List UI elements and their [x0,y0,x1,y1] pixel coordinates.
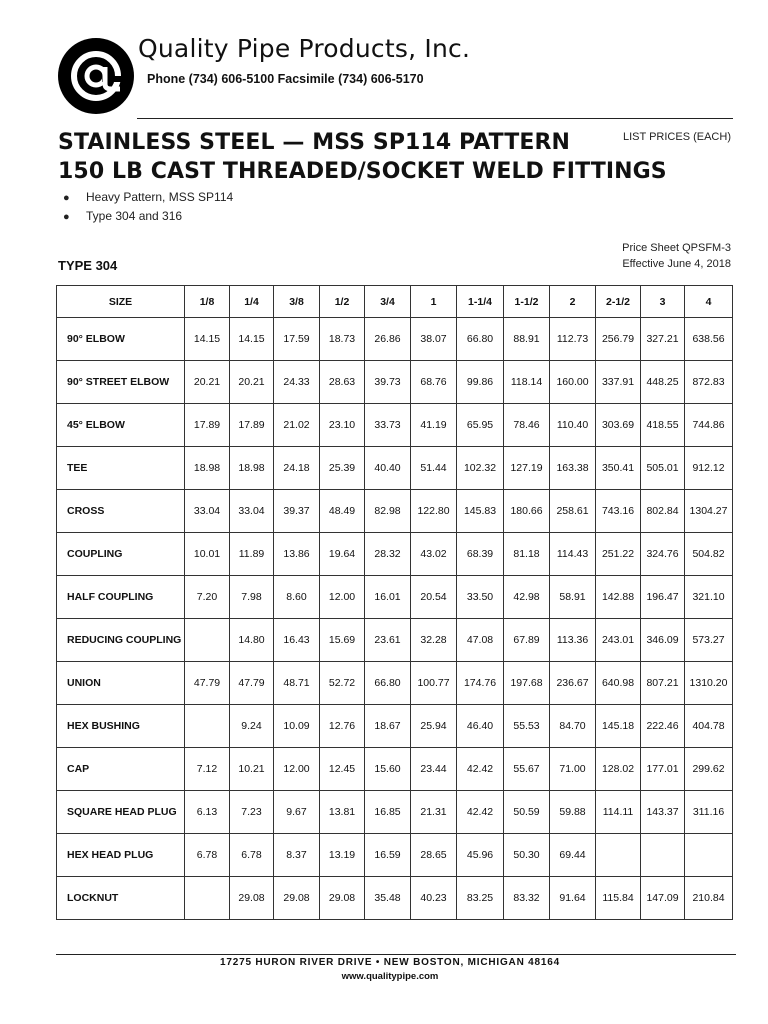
price-cell: 42.42 [457,791,504,834]
table-row [57,834,733,877]
price-cell: 16.59 [365,834,411,877]
price-cell: 19.64 [320,533,365,576]
price-cell: 38.07 [411,318,457,361]
price-cell: 46.40 [457,705,504,748]
price-cell: 14.80 [230,619,274,662]
price-table [56,285,733,920]
price-cell: 71.00 [550,748,596,791]
size-column-header: 2-1/2 [596,286,641,318]
title-line-1: STAINLESS STEEL — MSS SP114 PATTERN [58,130,571,155]
price-cell: 640.98 [596,662,641,705]
price-cell: 58.91 [550,576,596,619]
bullet-icon: ● [63,192,70,204]
price-cell: 10.01 [185,533,230,576]
price-cell: 16.85 [365,791,411,834]
price-cell: 91.64 [550,877,596,920]
item-name: 90° ELBOW [57,318,185,361]
price-cell: 18.67 [365,705,411,748]
price-cell: 12.45 [320,748,365,791]
list-item [63,188,233,207]
sheet-info [622,240,731,272]
size-column-header: 3/8 [274,286,320,318]
price-cell: 13.86 [274,533,320,576]
price-cell: 127.19 [504,447,550,490]
price-cell: 100.77 [411,662,457,705]
price-cell: 346.09 [641,619,685,662]
sheet-number: Price Sheet QPSFM-3 [622,242,731,254]
price-cell: 6.13 [185,791,230,834]
price-cell: 16.43 [274,619,320,662]
table-row [57,576,733,619]
item-name: TEE [57,447,185,490]
price-cell: 337.91 [596,361,641,404]
price-cell: 251.22 [596,533,641,576]
price-cell: 35.48 [365,877,411,920]
price-cell: 222.46 [641,705,685,748]
price-cell: 50.30 [504,834,550,877]
list-item [63,207,233,226]
size-column-header: 1 [411,286,457,318]
price-cell: 28.63 [320,361,365,404]
price-cell: 17.59 [274,318,320,361]
price-cell: 20.21 [230,361,274,404]
price-cell: 66.80 [457,318,504,361]
price-cell: 23.61 [365,619,411,662]
size-column-header: 1/2 [320,286,365,318]
price-cell: 99.86 [457,361,504,404]
price-cell [685,834,733,877]
price-cell: 404.78 [685,705,733,748]
price-cell: 21.02 [274,404,320,447]
price-cell: 912.12 [685,447,733,490]
header-divider [137,118,733,119]
price-cell: 18.73 [320,318,365,361]
price-cell: 48.49 [320,490,365,533]
price-cell: 10.09 [274,705,320,748]
table-row [57,619,733,662]
price-cell: 6.78 [230,834,274,877]
price-cell: 744.86 [685,404,733,447]
price-cell: 311.16 [685,791,733,834]
price-cell: 47.79 [185,662,230,705]
price-cell: 23.44 [411,748,457,791]
price-cell: 50.59 [504,791,550,834]
price-cell: 13.19 [320,834,365,877]
price-cell: 33.04 [185,490,230,533]
price-cell: 33.73 [365,404,411,447]
price-cell: 68.39 [457,533,504,576]
price-cell: 15.60 [365,748,411,791]
price-table-body [57,318,733,920]
price-cell: 8.37 [274,834,320,877]
price-cell: 42.98 [504,576,550,619]
table-row [57,748,733,791]
price-cell: 55.67 [504,748,550,791]
price-cell: 81.18 [504,533,550,576]
price-cell: 13.81 [320,791,365,834]
price-cell: 84.70 [550,705,596,748]
price-cell: 15.69 [320,619,365,662]
price-cell: 24.33 [274,361,320,404]
feature-list [63,188,233,226]
item-name: REDUCING COUPLING [57,619,185,662]
price-cell: 12.00 [274,748,320,791]
price-cell: 7.23 [230,791,274,834]
price-cell: 102.32 [457,447,504,490]
price-cell: 20.21 [185,361,230,404]
price-cell: 21.31 [411,791,457,834]
price-cell: 29.08 [320,877,365,920]
table-row [57,447,733,490]
price-cell: 327.21 [641,318,685,361]
price-cell: 55.53 [504,705,550,748]
table-header-row [57,286,733,318]
price-cell: 88.91 [504,318,550,361]
price-cell [185,877,230,920]
price-cell: 743.16 [596,490,641,533]
footer-website: www.qualitypipe.com [341,971,439,982]
size-column-header: 3 [641,286,685,318]
price-cell: 7.12 [185,748,230,791]
price-cell [185,705,230,748]
price-cell: 321.10 [685,576,733,619]
price-cell: 83.25 [457,877,504,920]
price-cell: 142.88 [596,576,641,619]
item-name: CAP [57,748,185,791]
price-cell: 9.67 [274,791,320,834]
price-cell: 258.61 [550,490,596,533]
price-cell: 69.44 [550,834,596,877]
price-cell: 18.98 [185,447,230,490]
type-label: TYPE 304 [58,258,118,273]
item-name: 45° ELBOW [57,404,185,447]
price-cell: 28.32 [365,533,411,576]
size-column-header: 2 [550,286,596,318]
price-cell: 872.83 [685,361,733,404]
item-name: HALF COUPLING [57,576,185,619]
table-row [57,404,733,447]
list-prices-label: LIST PRICES (EACH) [623,131,731,143]
footer-divider [56,954,736,955]
price-cell: 83.32 [504,877,550,920]
price-cell: 10.21 [230,748,274,791]
price-cell: 25.39 [320,447,365,490]
price-cell: 8.60 [274,576,320,619]
price-cell: 24.18 [274,447,320,490]
price-cell: 114.43 [550,533,596,576]
price-cell: 236.67 [550,662,596,705]
price-cell: 12.00 [320,576,365,619]
price-cell [185,619,230,662]
item-name: SQUARE HEAD PLUG [57,791,185,834]
item-name: HEX BUSHING [57,705,185,748]
price-cell: 20.54 [411,576,457,619]
price-cell: 59.88 [550,791,596,834]
price-cell: 48.71 [274,662,320,705]
price-cell: 16.01 [365,576,411,619]
item-name: 90° STREET ELBOW [57,361,185,404]
size-column-header: 1-1/4 [457,286,504,318]
price-cell: 145.18 [596,705,641,748]
item-name: CROSS [57,490,185,533]
price-cell: 1310.20 [685,662,733,705]
company-phone: Phone (734) 606-5100 Facsimile (734) 606-5170 [147,72,424,86]
table-row [57,318,733,361]
price-cell: 210.84 [685,877,733,920]
size-column-header: 1/4 [230,286,274,318]
price-cell: 7.98 [230,576,274,619]
table-row [57,791,733,834]
price-cell: 243.01 [596,619,641,662]
title-line-2: 150 LB CAST THREADED/SOCKET WELD FITTINGS [58,159,667,184]
price-cell: 42.42 [457,748,504,791]
price-cell: 143.37 [641,791,685,834]
price-cell: 418.55 [641,404,685,447]
price-cell: 17.89 [230,404,274,447]
footer-address: 17275 HURON RIVER DRIVE • NEW BOSTON, MICHIGAN 48164 [220,957,560,968]
price-cell: 47.08 [457,619,504,662]
price-cell: 43.02 [411,533,457,576]
item-name: UNION [57,662,185,705]
table-row [57,490,733,533]
size-column-header: 3/4 [365,286,411,318]
price-cell: 303.69 [596,404,641,447]
price-cell: 122.80 [411,490,457,533]
price-cell: 6.78 [185,834,230,877]
price-cell: 17.89 [185,404,230,447]
price-cell: 145.83 [457,490,504,533]
price-cell: 128.02 [596,748,641,791]
price-cell: 41.19 [411,404,457,447]
price-cell: 196.47 [641,576,685,619]
item-name: COUPLING [57,533,185,576]
price-cell: 32.28 [411,619,457,662]
price-cell: 51.44 [411,447,457,490]
price-cell: 40.23 [411,877,457,920]
price-cell: 802.84 [641,490,685,533]
price-cell: 52.72 [320,662,365,705]
price-cell: 256.79 [596,318,641,361]
item-name: LOCKNUT [57,877,185,920]
price-cell: 110.40 [550,404,596,447]
table-row [57,533,733,576]
price-cell: 82.98 [365,490,411,533]
price-cell: 33.50 [457,576,504,619]
table-row [57,705,733,748]
price-cell: 67.89 [504,619,550,662]
price-cell: 324.76 [641,533,685,576]
price-cell: 40.40 [365,447,411,490]
price-cell: 68.76 [411,361,457,404]
price-cell: 180.66 [504,490,550,533]
bullet-icon: ● [63,211,70,223]
price-cell: 9.24 [230,705,274,748]
price-cell: 504.82 [685,533,733,576]
price-cell: 29.08 [230,877,274,920]
price-cell: 160.00 [550,361,596,404]
table-row [57,361,733,404]
price-cell [641,834,685,877]
price-cell: 197.68 [504,662,550,705]
price-cell: 448.25 [641,361,685,404]
price-cell: 638.56 [685,318,733,361]
size-column-header: 1-1/2 [504,286,550,318]
price-cell: 177.01 [641,748,685,791]
bullet-text: Heavy Pattern, MSS SP114 [86,190,234,204]
price-cell: 29.08 [274,877,320,920]
price-cell: 505.01 [641,447,685,490]
price-cell: 33.04 [230,490,274,533]
price-cell [596,834,641,877]
price-cell: 174.76 [457,662,504,705]
size-column-header: 1/8 [185,286,230,318]
price-cell: 573.27 [685,619,733,662]
table-row [57,662,733,705]
price-cell: 163.38 [550,447,596,490]
price-cell: 350.41 [596,447,641,490]
price-cell: 7.20 [185,576,230,619]
price-cell: 39.73 [365,361,411,404]
item-name: HEX HEAD PLUG [57,834,185,877]
size-column-header: 4 [685,286,733,318]
company-name: Quality Pipe Products, Inc. [138,34,471,63]
price-cell: 14.15 [185,318,230,361]
price-cell: 14.15 [230,318,274,361]
size-header: SIZE [57,286,185,318]
price-cell: 1304.27 [685,490,733,533]
price-cell: 299.62 [685,748,733,791]
table-row [57,877,733,920]
effective-date: Effective June 4, 2018 [622,258,731,270]
price-cell: 47.79 [230,662,274,705]
price-cell: 11.89 [230,533,274,576]
price-cell: 45.96 [457,834,504,877]
at-sign-icon [58,38,134,114]
price-cell: 39.37 [274,490,320,533]
price-cell: 112.73 [550,318,596,361]
price-cell: 23.10 [320,404,365,447]
price-cell: 118.14 [504,361,550,404]
price-cell: 18.98 [230,447,274,490]
page-title [58,128,667,186]
price-cell: 147.09 [641,877,685,920]
price-cell: 114.11 [596,791,641,834]
price-cell: 66.80 [365,662,411,705]
price-cell: 78.46 [504,404,550,447]
bullet-text: Type 304 and 316 [86,209,183,223]
price-cell: 807.21 [641,662,685,705]
price-cell: 65.95 [457,404,504,447]
company-logo [58,38,134,114]
price-cell: 28.65 [411,834,457,877]
price-cell: 113.36 [550,619,596,662]
price-cell: 12.76 [320,705,365,748]
price-cell: 25.94 [411,705,457,748]
price-cell: 115.84 [596,877,641,920]
price-cell: 26.86 [365,318,411,361]
